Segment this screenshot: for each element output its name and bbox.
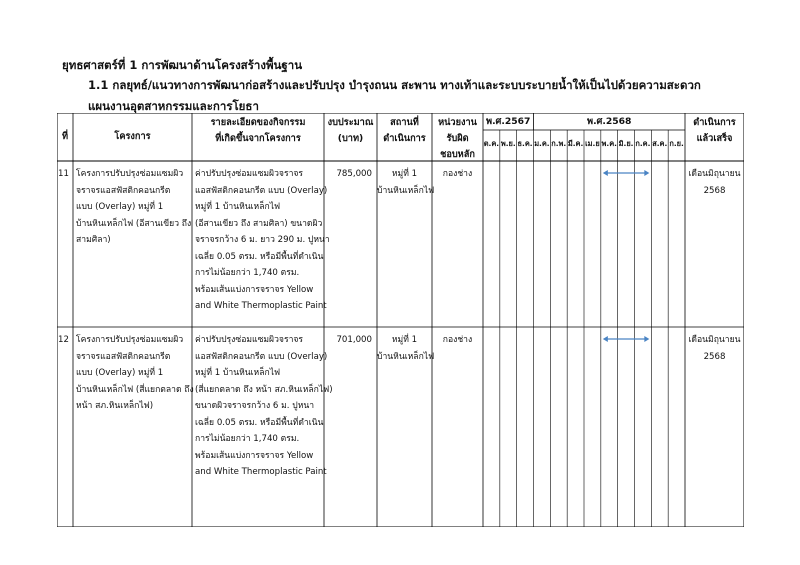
- header-done: ดำเนินการ: [693, 117, 736, 128]
- header-detail-2: ที่เกิดขึ้นจากโครงการ: [215, 133, 301, 144]
- project-name-line: แบบ (Overlay) หมู่ที่ 1: [76, 368, 164, 378]
- header-month: มี.ค.: [567, 139, 584, 148]
- detail-line: หมู่ที่ 1 บ้านหินเหล็กไฟ: [195, 368, 281, 378]
- completion-line: เดือนมิถุนายน: [688, 169, 741, 179]
- header-month: มิ.ย.: [618, 139, 634, 148]
- detail-line: พร้อมเส้นแบ่งการจราจร Yellow: [195, 284, 314, 295]
- detail-line: จราจรกว้าง 6 ม. ยาว 290 ม. ปูหนา: [195, 235, 330, 245]
- detail-line: (อีสานเขียว ถึง สามศิลา) ขนาดผิว: [195, 218, 323, 229]
- detail-line: and White Thermoplastic Paint: [195, 467, 327, 477]
- project-name-line: โครงการปรับปรุงซ่อมแซมผิว: [76, 335, 184, 345]
- header-place: สถานที่: [390, 117, 419, 128]
- completion-line: 2568: [703, 351, 726, 362]
- budget-value: 701,000: [336, 335, 372, 345]
- detail-line: พร้อมเส้นแบ่งการจราจร Yellow: [195, 450, 314, 461]
- project-name-line: บ้านหินเหล็กไฟ (อีสานเขียว ถึง: [76, 218, 192, 229]
- plan-heading: แผนงานอุตสาหกรรมและการโยธา: [88, 99, 259, 113]
- strategy-heading: ยุทธศาสตร์ที่ 1 การพัฒนาด้านโครงสร้างพื้นฐาน: [62, 58, 303, 72]
- agency-value: กองช่าง: [442, 335, 473, 345]
- completion-line: 2568: [703, 185, 726, 196]
- project-name-line: จราจรแอสฟัสติกคอนกรีต: [76, 351, 171, 362]
- schedule-arrow-head: [603, 170, 608, 176]
- header-detail: รายละเอียดของกิจกรรม: [210, 117, 306, 128]
- header-month: เม.ย: [585, 139, 600, 148]
- row-number: 11: [58, 169, 69, 179]
- place-line: บ้านหินเหล็กไฟ: [377, 351, 435, 362]
- project-name-line: หน้า สภ.หินเหล็กไฟ): [76, 401, 154, 411]
- header-month: ต.ค.: [483, 139, 500, 148]
- header-budget: งบประมาณ: [327, 117, 374, 128]
- header-month: พ.ค.: [601, 139, 617, 148]
- schedule-arrow: [603, 170, 650, 176]
- agency-value: กองช่าง: [442, 169, 473, 179]
- schedule-arrow: [603, 336, 650, 342]
- header-no: ที่: [61, 131, 69, 142]
- project-name-line: สามศิลา): [76, 235, 111, 245]
- header-month: พ.ย.: [500, 139, 516, 148]
- sub-strategy-heading: 1.1 กลยุทธ์/แนวทางการพัฒนาก่อสร้างและปรับปรุง บำรุงถนน สะพาน ทางเท้าและระบบระบายน้ำให้เป็นไปด้วยความสะดวก: [88, 78, 701, 92]
- header-agency: หน่วยงาน: [438, 117, 477, 128]
- header-month: ก.ค.: [635, 139, 651, 148]
- project-name-line: โครงการปรับปรุงซ่อมแซมผิว: [76, 169, 184, 179]
- detail-line: แอสฟัสติกคอนกรีต แบบ (Overlay): [195, 185, 328, 196]
- header-month: ส.ค.: [652, 139, 668, 148]
- header-month: ก.ย.: [669, 139, 684, 148]
- detail-line: หมู่ที่ 1 บ้านหินเหล็กไฟ: [195, 202, 281, 212]
- detail-line: and White Thermoplastic Paint: [195, 301, 327, 311]
- detail-line: (สี่แยกตลาด ถึง หน้า สภ.หินเหล็กไฟ): [195, 384, 333, 395]
- schedule-arrow-head: [644, 170, 649, 176]
- detail-line: เฉลี่ย 0.05 ตรม. หรือมีพื้นที่ดำเนิน: [195, 251, 324, 262]
- project-name-line: แบบ (Overlay) หมู่ที่ 1: [76, 202, 164, 212]
- header-project: โครงการ: [114, 131, 151, 142]
- schedule-arrow-head: [603, 336, 608, 342]
- schedule-arrow-head: [644, 336, 649, 342]
- detail-line: ค่าปรับปรุงซ่อมแซมผิวจราจร: [195, 335, 304, 345]
- place-line: หมู่ที่ 1: [391, 169, 418, 179]
- detail-line: ค่าปรับปรุงซ่อมแซมผิวจราจร: [195, 169, 304, 179]
- detail-line: ขนาดผิวจราจรกว้าง 6 ม. ปูหนา: [195, 401, 315, 411]
- header-agency-3: ชอบหลัก: [440, 149, 475, 160]
- completion-line: เดือนมิถุนายน: [688, 335, 741, 345]
- detail-line: การไม่น้อยกว่า 1,740 ตรม.: [195, 268, 300, 278]
- project-name-line: บ้านหินเหล็กไฟ (สี่แยกตลาด ถึง: [76, 384, 194, 395]
- header-month: ธ.ค.: [517, 139, 533, 148]
- project-name-line: จราจรแอสฟัสติกคอนกรีต: [76, 185, 171, 196]
- header-year-2567: พ.ศ.2567: [486, 116, 531, 127]
- budget-value: 785,000: [336, 169, 372, 179]
- header-year-2568: พ.ศ.2568: [587, 116, 632, 127]
- project-table: [57, 113, 744, 527]
- header-place-2: ดำเนินการ: [383, 133, 426, 144]
- header-done-2: แล้วเสร็จ: [696, 133, 733, 144]
- row-number: 12: [58, 335, 69, 345]
- header-budget-2: (บาท): [337, 133, 364, 144]
- detail-line: แอสฟัสติกคอนกรีต แบบ (Overlay): [195, 351, 328, 362]
- header-month: ก.พ.: [551, 139, 567, 148]
- detail-line: เฉลี่ย 0.05 ตรม. หรือมีพื้นที่ดำเนิน: [195, 417, 324, 428]
- place-line: บ้านหินเหล็กไฟ: [377, 185, 435, 196]
- detail-line: การไม่น้อยกว่า 1,740 ตรม.: [195, 434, 300, 444]
- header-month: ม.ค.: [534, 139, 550, 148]
- header-agency-2: รับผิด: [446, 133, 469, 144]
- place-line: หมู่ที่ 1: [391, 335, 418, 345]
